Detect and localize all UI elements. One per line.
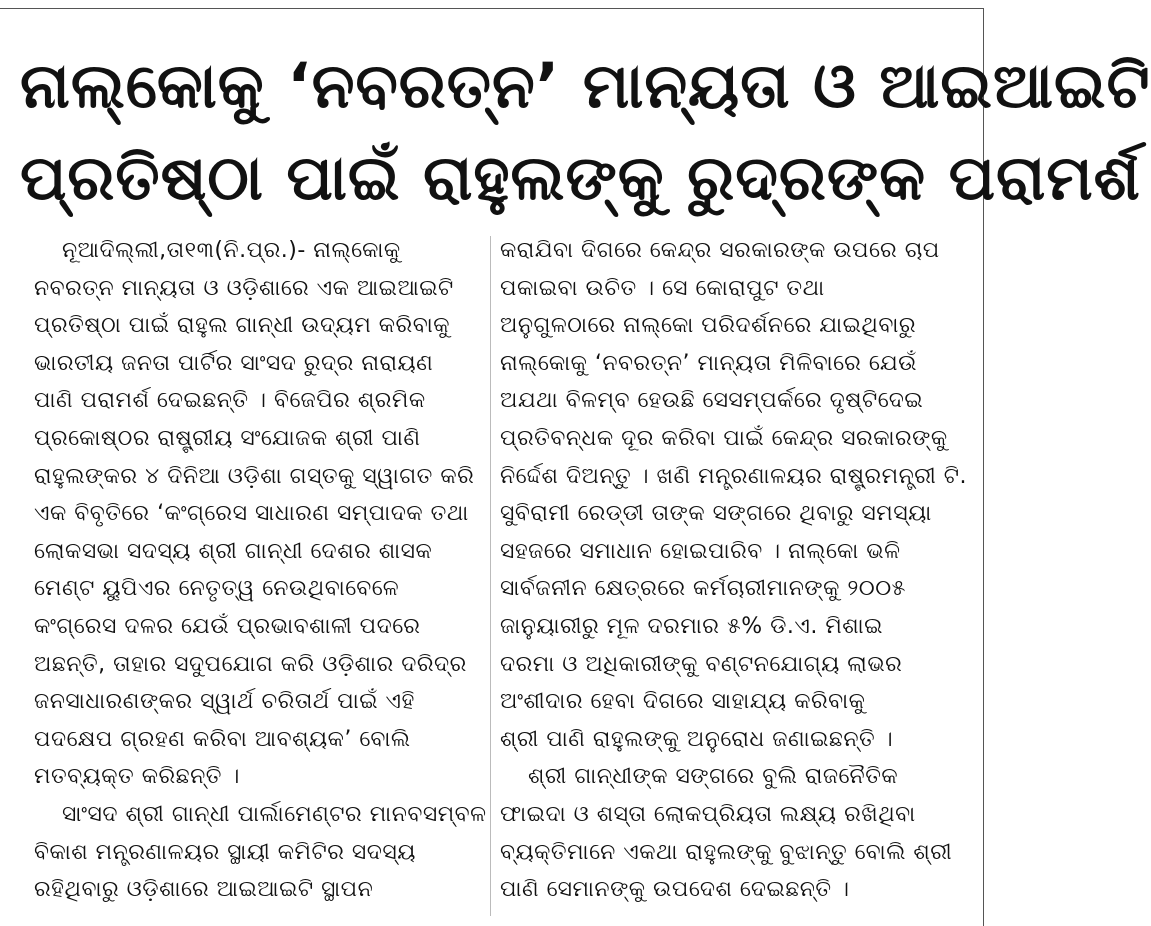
headline [20,40,1151,224]
column-line: କଂଗ୍ରେସ ଦଳର ଯେଉଁ ପ୍ରଭାବଶାଳୀ ପଦରେ [34,613,421,639]
column-line: ବ୍ୟକ୍ତିମାନେ ଏକଥା ରାହୁଲଙ୍କୁ ବୁଝାନ୍ତୁ ବୋଲି ଶ୍ରୀ [500,839,953,865]
column-line: ଅନୁଗୁଳଠାରେ ନାଲ୍‌କୋ ପରିଦର୍ଶନରେ ଯାଇଥିବାରୁ [500,313,917,339]
column-line: ସୁବିରାମୀ ରେଡ୍ଡୀ ତାଙ୍କ ସଙ୍ଗରେ ଥିବାରୁ ସମସ୍ୟା [500,501,932,527]
column-divider [490,236,491,916]
column-line: ପ୍ରତିବନ୍ଧକ ଦୂର କରିବା ପାଇଁ କେନ୍ଦ୍ର ସରକାରଙ୍କୁ [500,425,948,451]
column-line: ପ୍ରତିଷ୍ଠା ପାଇଁ ରାହୁଲ ଗାନ୍ଧୀ ଉଦ୍ୟମ କରିବାକୁ [34,313,450,339]
column-line: ନୂଆଦିଲ୍ଲୀ,ତା୧୩(ନି.ପ୍ର.)- ନାଲ୍‌କୋକୁ [62,238,401,263]
column-line: ଜନସାଧାରଣଙ୍କର ସ୍ୱାର୍ଥ ଚରିତାର୍ଥ ପାଇଁ ଏହି [34,689,415,715]
column-line: ନିର୍ଦ୍ଦେଶ ଦିଅନ୍ତୁ । ଖଣି ମନ୍ତ୍ରଣାଳୟର ରାଷ୍ଟ୍ରମନ୍ତ୍ରୀ ଟି. [500,463,967,489]
column-line: ନବରତ୍ନ ମାନ୍ୟତା ଓ ଓଡ଼ିଶାରେ ଏକ ଆଇଆଇଟି [34,275,454,301]
column-line: ନାଲ୍‌କୋକୁ ‘ନବରତ୍ନ’ ମାନ୍ୟତା ମିଳିବାରେ ଯେଉଁ [500,350,917,376]
headline-line-1: ନାଲ୍‌କୋକୁ ‘ନବରତ୍ନ’ ମାନ୍ୟତା ଓ ଆଇଆଇଟି [20,49,1151,122]
column-line: ଜାନୁୟାରୀରୁ ମୂଳ ଦରମାର ୫% ଡି.ଏ. ମିଶାଇ [500,613,883,639]
column-line: ଫାଇଦା ଓ ଶସ୍ତା ଲୋକପ୍ରିୟତା ଲକ୍ଷ୍ୟ ରଖିଥିବା [500,801,916,827]
column-line: ସାଂସଦ ଶ୍ରୀ ଗାନ୍ଧୀ ପାର୍ଲାମେଣ୍ଟର ମାନବସମ୍ବଳ [62,801,487,827]
page-border-top [0,8,984,9]
column-line: ପଦକ୍ଷେପ ଗ୍ରହଣ କରିବା ଆବଶ୍ୟକ’ ବୋଲି [34,726,411,752]
column-line: ପାଣି ପରାମର୍ଶ ଦେଇଛନ୍ତି । ବିଜେପିର ଶ୍ରମିକ [34,388,426,414]
column-line: ଶ୍ରୀ ଗାନ୍ଧୀଙ୍କ ସଙ୍ଗରେ ବୁଲି ରାଜନୈତିକ [528,764,899,790]
column-line: ଦରମା ଓ ଅଧିକାରୀଙ୍କୁ ବଣ୍ଟନଯୋଗ୍ୟ ଲାଭର [500,651,903,677]
headline-line-2: ପ୍ରତିଷ୍ଠା ପାଇଁ ରାହୁଲଙ୍କୁ ରୁଦ୍ରଙ୍କ ପରାମର୍ଶ [20,141,1141,214]
column-line: ଅଂଶୀଦାର ହେବା ଦିଗରେ ସାହାଯ୍ୟ କରିବାକୁ [500,689,866,715]
column-line: ପ୍ରକୋଷ୍ଠର ରାଷ୍ଟ୍ରୀୟ ସଂଯୋଜକ ଶ୍ରୀ ପାଣି [34,425,421,451]
column-line: ସହଜରେ ସମାଧାନ ହୋଇପାରିବ । ନାଲ୍‌କୋ ଭଳି [500,538,901,564]
column-line: ପକାଇବା ଉଚିତ । ସେ କୋରାପୁଟ ତଥା [500,275,825,301]
column-line: କରାଯିବା ଦିଗରେ କେନ୍ଦ୍ର ସରକାରଙ୍କ ଉପରେ ଚାପ [500,238,940,263]
column-line: ମତବ୍ୟକ୍ତ କରିଛନ୍ତି । [34,764,240,790]
column-line: ପାଣି ସେମାନଙ୍କୁ ଉପଦେଶ ଦେଇଛନ୍ତି । [500,877,850,903]
column-line: ଲୋକସଭା ସଦସ୍ୟ ଶ୍ରୀ ଗାନ୍ଧୀ ଦେଶର ଶାସକ [34,538,433,564]
column-line: ଅଛନ୍ତି, ତାହାର ସଦୁପଯୋଗ କରି ଓଡ଼ିଶାର ଦରିଦ୍ର [34,651,467,677]
column-line: ରାହୁଲଙ୍କର ୪ ଦିନିଆ ଓଡ଼ିଶା ଗସ୍ତକୁ ସ୍ୱାଗତ କରି [34,463,475,489]
column-line: ରହିଥିବାରୁ ଓଡ଼ିଶାରେ ଆଇଆଇଟି ସ୍ଥାପନ [34,877,374,903]
article-column-left [34,232,496,909]
column-line: ସାର୍ବଜନୀନ କ୍ଷେତ୍ରରେ କର୍ମଚାରୀମାନଙ୍କୁ ୨୦୦୫ [500,576,906,602]
column-line: ଶ୍ରୀ ପାଣି ରାହୁଲଙ୍କୁ ଅନୁରୋଧ ଜଣାଇଛନ୍ତି । [500,726,894,752]
article-column-right [500,232,970,909]
column-line: ଭାରତୀୟ ଜନତା ପାର୍ଟିର ସାଂସଦ ରୁଦ୍ର ନାରାୟଣ [34,350,434,376]
column-line: ବିକାଶ ମନ୍ତ୍ରଣାଳୟର ସ୍ଥାୟୀ କମିଟିର ସଦସ୍ୟ [34,839,416,865]
column-line: ମେଣ୍ଟ ୟୁପିଏର ନେତୃତ୍ୱ ନେଉଥିବାବେଳେ [34,576,400,602]
column-line: ଅଯଥା ବିଳମ୍ବ ହେଉଛି ସେସମ୍ପର୍କରେ ଦୃଷ୍ଟିଦେଇ [500,388,924,414]
column-line: ଏକ ବିବୃତିରେ ‘କଂଗ୍ରେସ ସାଧାରଣ ସମ୍ପାଦକ ତଥା [34,501,469,527]
